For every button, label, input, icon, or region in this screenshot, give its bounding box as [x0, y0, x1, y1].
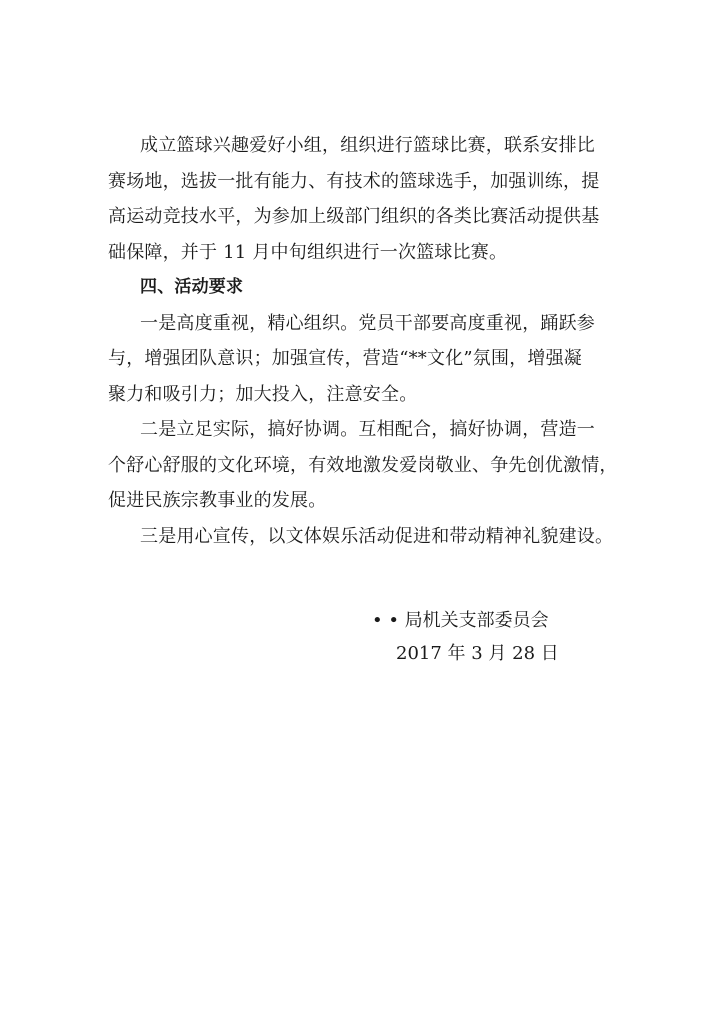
- document-body: [108, 128, 648, 554]
- signature-block: [372, 604, 559, 670]
- paragraph-line: 础保障，并于 11 月中旬组织进行一次篮球比赛。: [108, 241, 508, 263]
- paragraph-line: 促进民族宗教事业的发展。: [108, 490, 327, 511]
- paragraph-line: 二是立足实际，搞好协调。互相配合，搞好协调，营造一: [140, 419, 595, 440]
- paragraph-line: 一是高度重视，精心组织。党员干部要高度重视，踊跃参: [140, 312, 595, 334]
- paragraph-line: 成立篮球兴趣爱好小组，组织进行篮球比赛，联系安排比: [140, 135, 595, 156]
- paragraph-line: 聚力和吸引力；加大投入，注意安全。: [108, 383, 418, 405]
- section-heading: 四、活动要求: [140, 277, 244, 297]
- paragraph-line: 赛场地，选拔一批有能力、有技术的篮球选手，加强训练，提: [108, 170, 600, 192]
- signature-date: 2017 年 3 月 28 日: [396, 643, 559, 664]
- paragraph-line: 与，增强团队意识；加强宣传，营造“**文化”氛围，增强凝: [108, 348, 583, 369]
- paragraph-line: 三是用心宣传，以文体娱乐活动促进和带动精神礼貌建设。: [140, 525, 614, 547]
- paragraph-line: 高运动竞技水平，为参加上级部门组织的各类比赛活动提供基: [108, 206, 600, 227]
- paragraph-line: 个舒心舒服的文化环境，有效地激发爱岗敬业、争先创优激情，: [108, 454, 618, 476]
- signature-organization: • • 局机关支部委员会: [372, 610, 549, 631]
